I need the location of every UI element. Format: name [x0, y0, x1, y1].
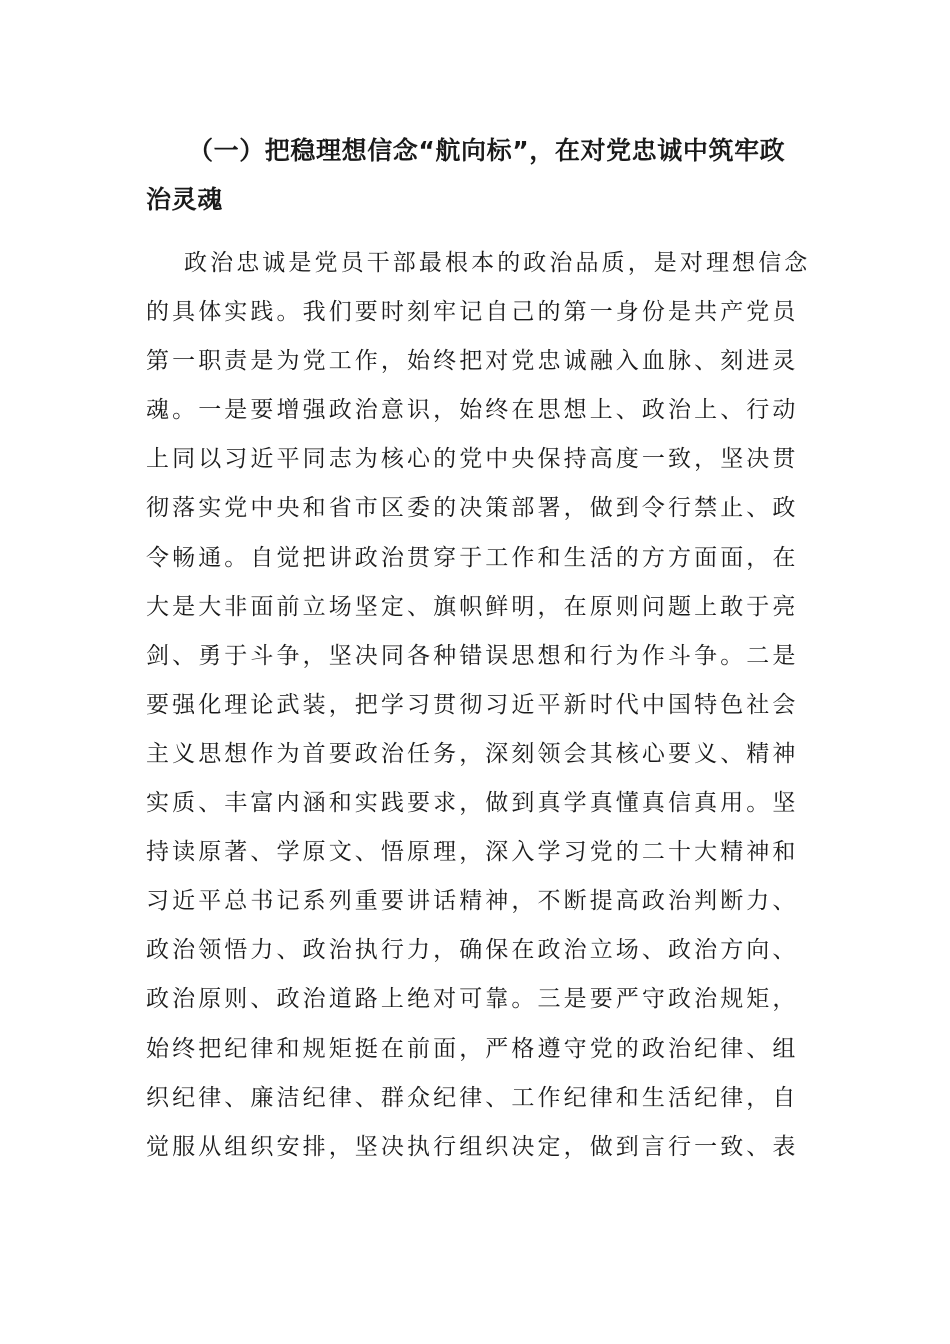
- paragraph-line: 剑、勇于斗争，坚决同各种错误思想和行为作斗争。二是: [146, 642, 799, 669]
- paragraph-line: 持读原著、学原文、悟原理，深入学习党的二十大精神和: [146, 839, 799, 866]
- paragraph-line: 始终把纪律和规矩挺在前面，严格遵守党的政治纪律、组: [146, 1035, 799, 1062]
- paragraph-line: 第一职责是为党工作，始终把对党忠诚融入血脉、刻进灵: [146, 348, 799, 375]
- heading-line: 治灵魂: [146, 185, 223, 214]
- paragraph-line: 要强化理论武装，把学习贯彻习近平新时代中国特色社会: [146, 691, 799, 718]
- paragraph-line: 织纪律、廉洁纪律、群众纪律、工作纪律和生活纪律，自: [146, 1084, 799, 1111]
- section-heading: [146, 126, 806, 224]
- paragraph-line: 上同以习近平同志为核心的党中央保持高度一致，坚决贯: [146, 446, 799, 473]
- paragraph-line: 觉服从组织安排，坚决执行组织决定，做到言行一致、表: [146, 1133, 799, 1160]
- paragraph-line: 主义思想作为首要政治任务，深刻领会其核心要义、精神: [146, 740, 799, 767]
- paragraph-line: 大是大非面前立场坚定、旗帜鲜明，在原则问题上敢于亮: [146, 593, 799, 620]
- paragraph-line: 实质、丰富内涵和实践要求，做到真学真懂真信真用。坚: [146, 790, 799, 817]
- paragraph-line: 政治忠诚是党员干部最根本的政治品质，是对理想信念: [184, 250, 811, 276]
- paragraph-line: 习近平总书记系列重要讲话精神，不断提高政治判断力、: [146, 888, 799, 915]
- paragraph-line: 彻落实党中央和省市区委的决策部署，做到令行禁止、政: [146, 495, 799, 522]
- heading-line: （一）把稳理想信念“航向标”，在对党忠诚中筑牢政: [188, 136, 786, 165]
- paragraph-line: 政治原则、政治道路上绝对可靠。三是要严守政治规矩，: [146, 986, 799, 1013]
- body-paragraph: [146, 239, 811, 1172]
- paragraph-line: 的具体实践。我们要时刻牢记自己的第一身份是共产党员: [146, 299, 799, 326]
- paragraph-line: 令畅通。自觉把讲政治贯穿于工作和生活的方方面面，在: [146, 544, 799, 571]
- paragraph-line: 魂。一是要增强政治意识，始终在思想上、政治上、行动: [146, 397, 799, 424]
- paragraph-line: 政治领悟力、政治执行力，确保在政治立场、政治方向、: [146, 937, 799, 964]
